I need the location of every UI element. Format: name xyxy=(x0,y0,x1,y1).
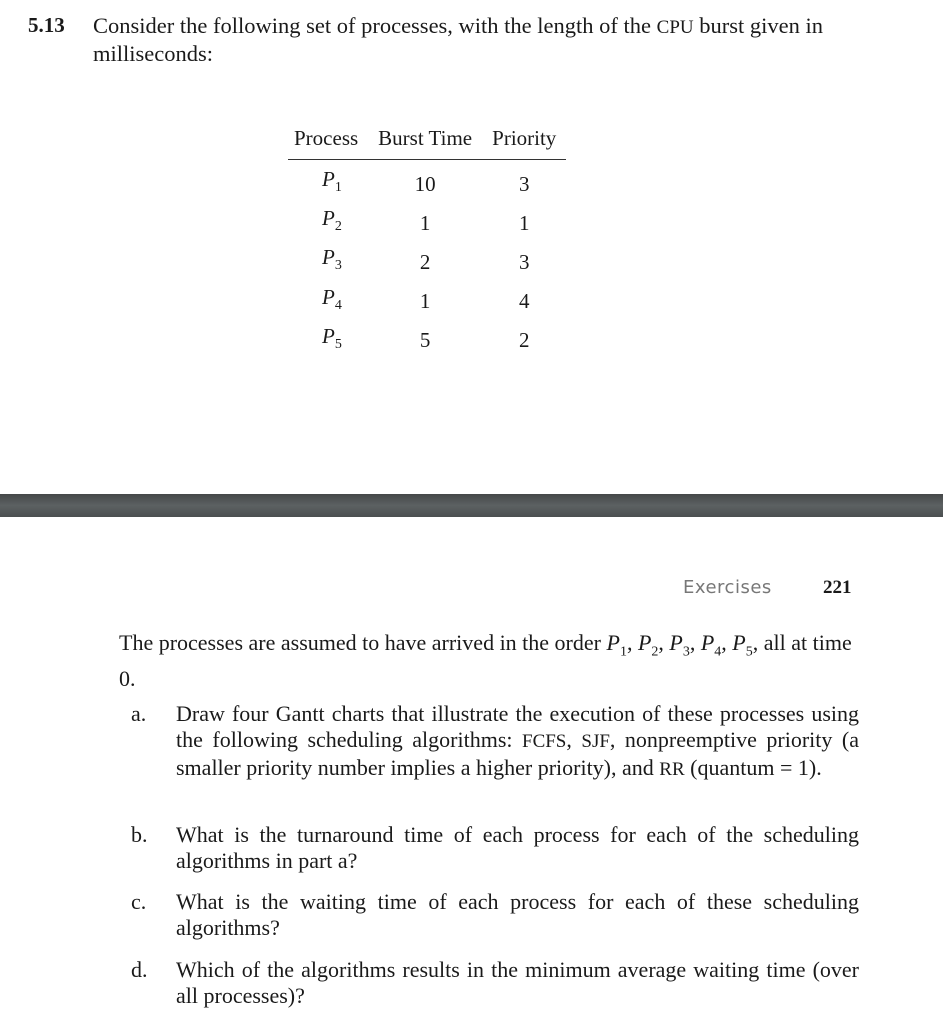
process-name: $P_4$ xyxy=(322,284,342,313)
priority: 1 xyxy=(518,210,530,235)
process-ref: $P_1$ xyxy=(606,630,627,660)
part-label: a. xyxy=(131,701,147,726)
table-row xyxy=(288,160,566,204)
process-ref: $P_2$ xyxy=(637,630,659,660)
header-burst-time: Burst Time xyxy=(368,126,482,160)
process-name: $P_3$ xyxy=(322,245,342,274)
process-name: $P_1$ xyxy=(322,167,342,196)
part-label: b. xyxy=(131,822,148,847)
table-row xyxy=(288,282,566,321)
table-row xyxy=(288,242,566,281)
table-row xyxy=(288,203,566,242)
priority: 3 xyxy=(518,171,530,196)
header-priority: Priority xyxy=(482,126,566,160)
burst-time: 5 xyxy=(419,328,431,353)
process-name: $P_5$ xyxy=(322,323,342,352)
process-ref: $P_3$ xyxy=(669,630,690,660)
process-name: $P_2$ xyxy=(322,206,342,235)
process-table xyxy=(288,126,566,360)
part-label: d. xyxy=(131,957,148,982)
page-separator xyxy=(0,494,943,517)
exercise-prompt: Consider the following set of processes, with the length of the CPU burst given in milliseconds: xyxy=(93,13,823,66)
question-part-b xyxy=(119,822,859,874)
part-text: What is the turnaround time of each process for each of the scheduling algorithms in part a? xyxy=(176,822,859,873)
burst-time: 1 xyxy=(419,289,431,314)
page-number: 221 xyxy=(823,577,852,598)
part-text: Which of the algorithms results in the minimum average waiting time (over all processes)? xyxy=(176,957,859,1008)
intro-paragraph: The processes are assumed to have arrived in the order $P_1$, $P_2$, $P_3$, $P_4$, $P_5$, all at time 0. xyxy=(119,630,852,692)
running-head: Exercises xyxy=(683,577,772,598)
priority: 2 xyxy=(518,328,530,353)
question-part-d xyxy=(119,957,859,1009)
process-ref: $P_5$ xyxy=(732,630,753,660)
question-part-c xyxy=(119,889,859,941)
burst-time: 1 xyxy=(419,210,431,235)
part-label: c. xyxy=(131,889,147,914)
exercise-number: 5.13 xyxy=(28,13,65,37)
part-text: What is the waiting time of each process for each of these scheduling algorithms? xyxy=(176,889,859,940)
question-part-a xyxy=(119,701,859,783)
part-text: Draw four Gantt charts that illustrate the execution of these processes using the following scheduling algorithms: FCFS, SJF, nonpreemptive priority (a smaller priority number implies a higher priority), and RR (quantum = 1). xyxy=(176,701,859,780)
table-header-row xyxy=(288,126,566,160)
table-row xyxy=(288,321,566,360)
burst-time: 10 xyxy=(414,171,436,196)
header-process: Process xyxy=(288,126,368,160)
process-ref: $P_4$ xyxy=(700,630,722,660)
burst-time: 2 xyxy=(419,249,431,274)
priority: 4 xyxy=(518,289,530,314)
priority: 3 xyxy=(518,249,530,274)
